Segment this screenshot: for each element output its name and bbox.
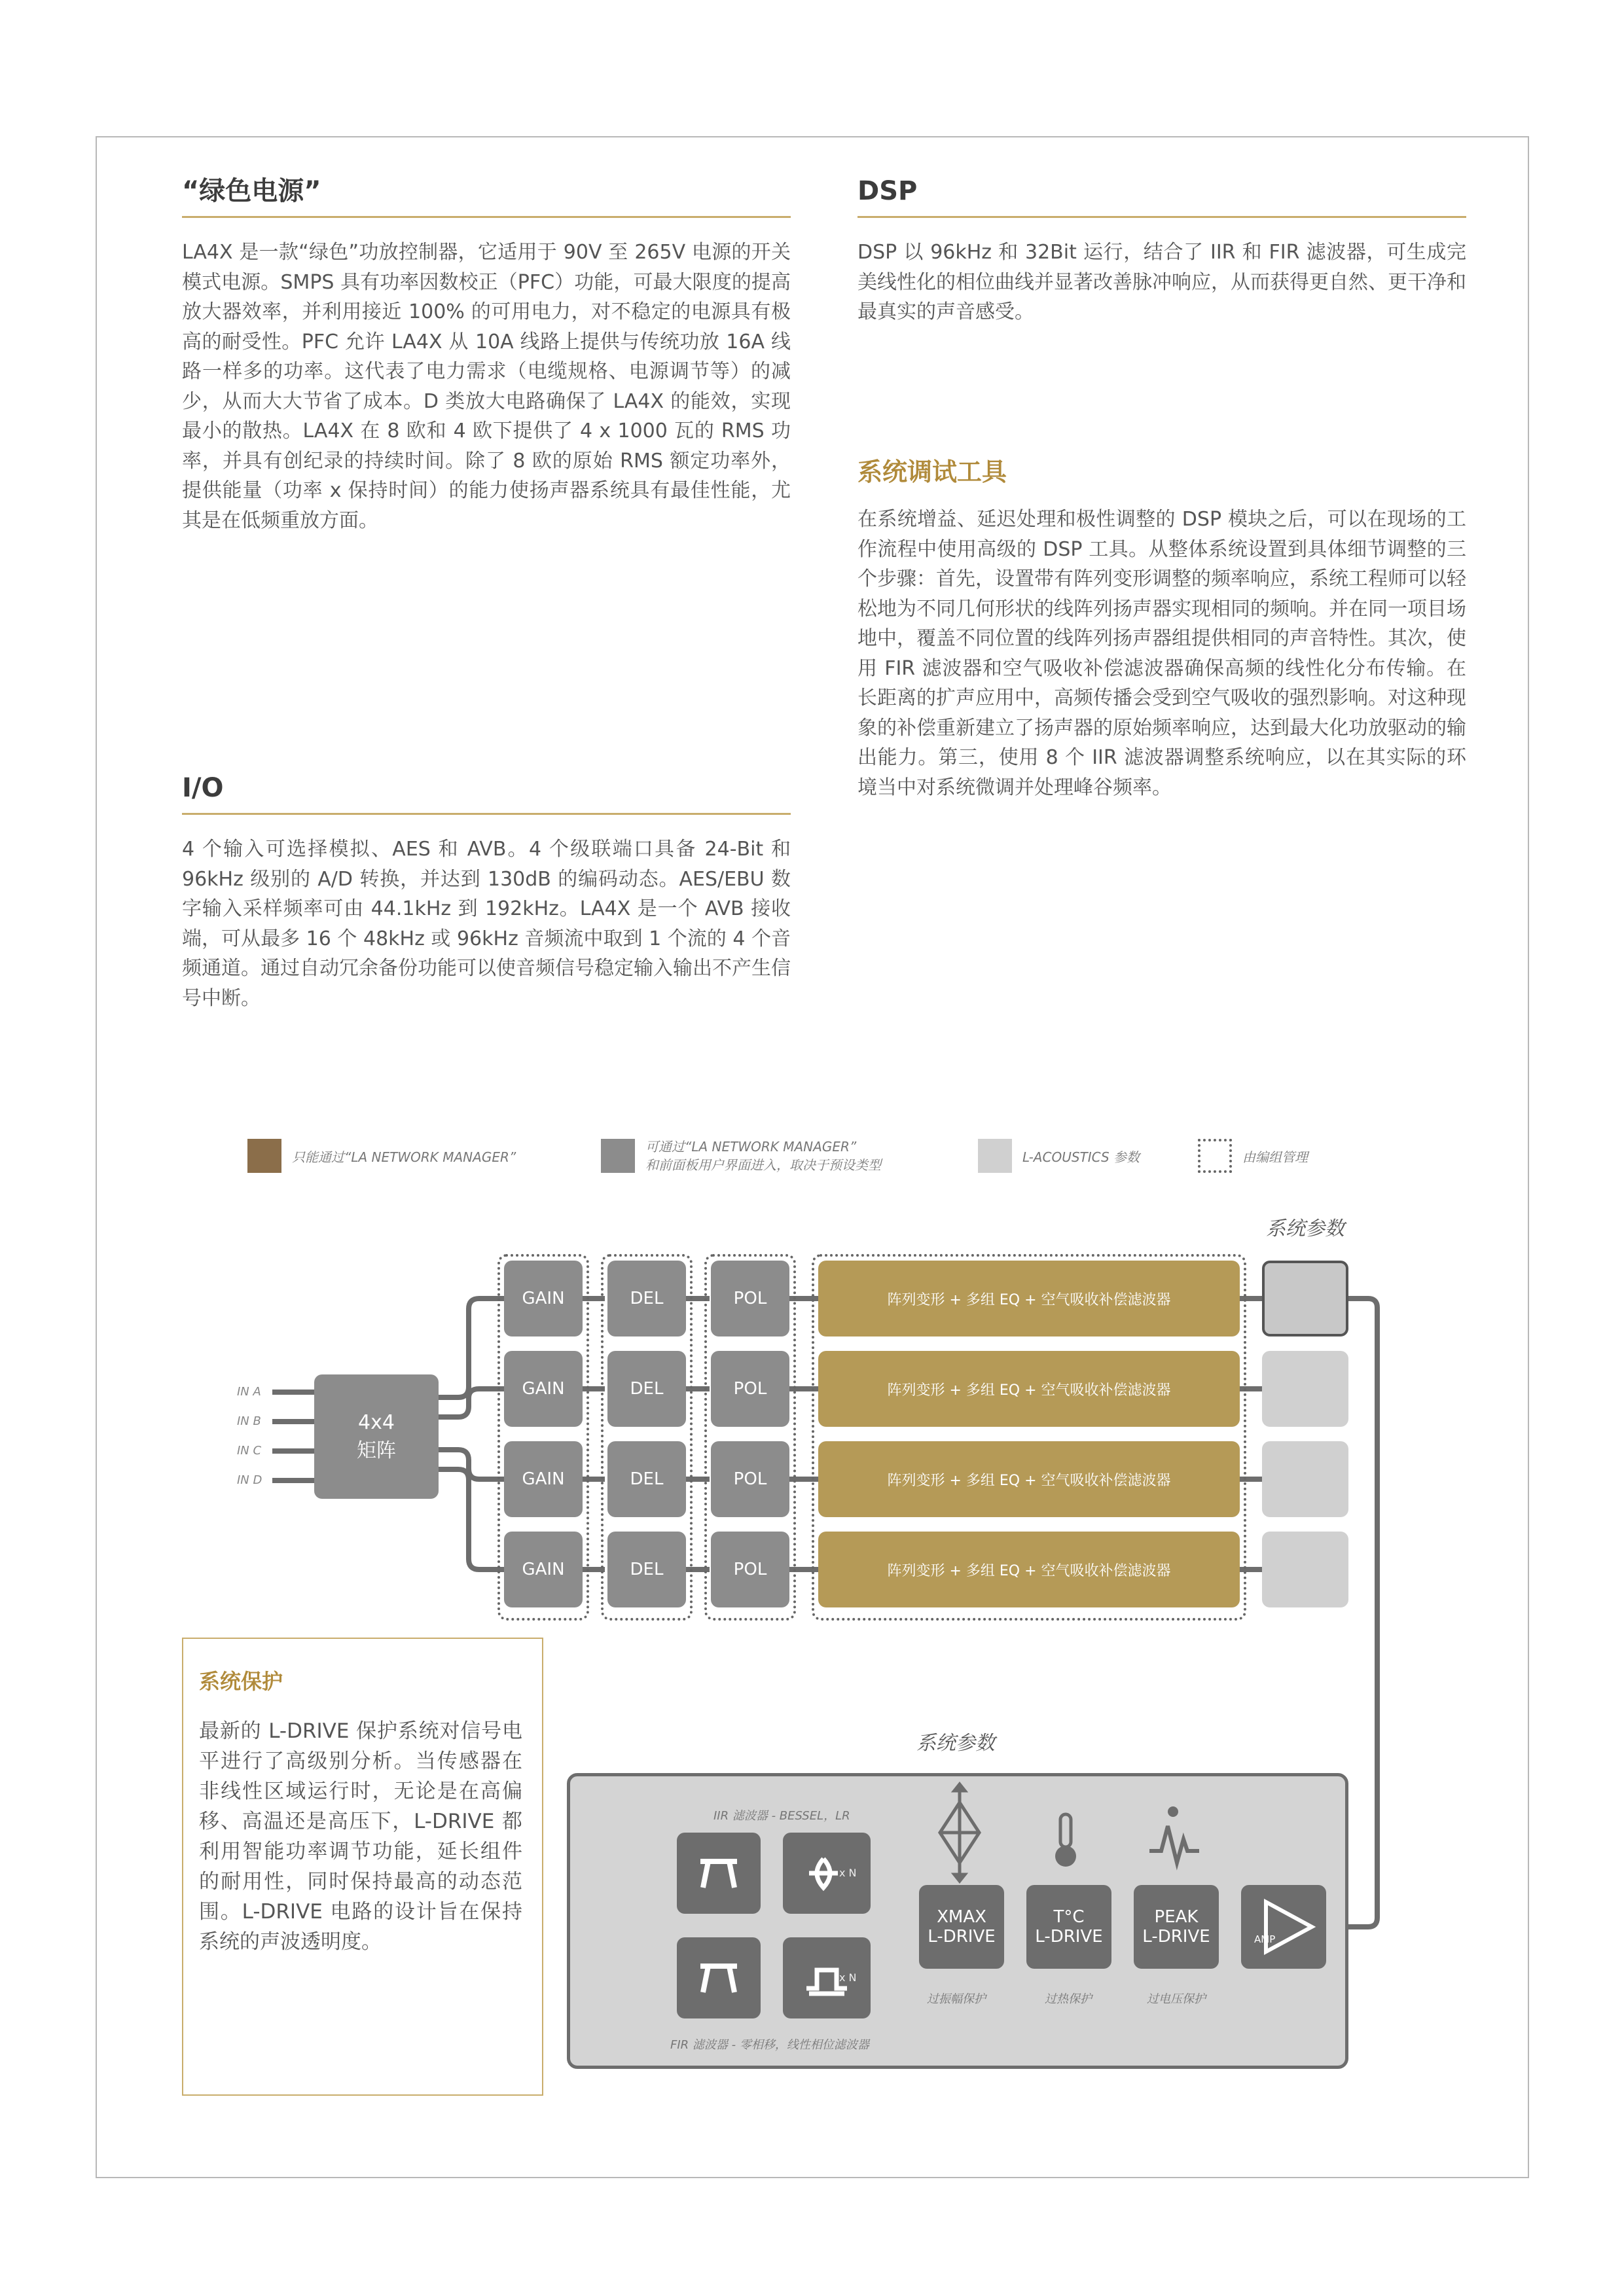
gain-block: GAIN [504, 1441, 583, 1517]
system-params-title-top: 系统参数 [1266, 1217, 1344, 1240]
temperature-ldrive-block [1026, 1885, 1111, 1969]
fir-multiplier: x N [839, 1971, 857, 1984]
peak-label-1: PEAK [1154, 1907, 1199, 1927]
xmax-label-1: XMAX [937, 1907, 986, 1927]
fir-caption: FIR 滤波器 - 零相移，线性相位滤波器 [670, 2038, 869, 2052]
legend-label-1: 只能通过“LA NETWORK MANAGER” [292, 1149, 516, 1165]
gain-block: GAIN [504, 1261, 583, 1336]
xmax-label-2: L-DRIVE [928, 1927, 996, 1946]
legend-label-3: L-ACOUSTICS 参数 [1022, 1149, 1140, 1165]
polarity-block: POL [711, 1441, 789, 1517]
amp-label: AMP [1254, 1933, 1276, 1945]
green-power-title: “绿色电源” [182, 176, 321, 206]
excursion-icon [940, 1784, 979, 1881]
eq-block: 阵列变形 + 多组 EQ + 空气吸收补偿滤波器 [818, 1351, 1240, 1427]
input-label-b: IN B [237, 1414, 261, 1428]
matrix-label-1: 4x4 [358, 1410, 395, 1434]
polarity-block: POL [711, 1261, 789, 1336]
input-label-c: IN C [237, 1444, 262, 1458]
input-label-a: IN A [237, 1385, 261, 1399]
peak-label-2: L-DRIVE [1142, 1927, 1210, 1946]
input-label-d: IN D [237, 1473, 262, 1487]
dsp-title: DSP [857, 176, 918, 206]
temp-label-1: T°C [1053, 1907, 1085, 1927]
gain-block: GAIN [504, 1351, 583, 1427]
delay-block: DEL [607, 1261, 686, 1336]
temp-label-2: L-DRIVE [1035, 1927, 1103, 1946]
eq-block: 阵列变形 + 多组 EQ + 空气吸收补偿滤波器 [818, 1441, 1240, 1517]
io-title: I/O [182, 773, 224, 803]
eq-block: 阵列变形 + 多组 EQ + 空气吸收补偿滤波器 [818, 1532, 1240, 1607]
protection-body: 最新的 L-DRIVE 保护系统对信号电平进行了高级别分析。当传感器在非线性区域运行时，无论是在高偏移、高温还是高压下，L-DRIVE 都利用智能功率调节功能，延长组件的耐用性，同时保持最高的动态范围。L-DRIVE 电路的设计旨在保持系统的声波透明度。 [199, 1719, 522, 1954]
amplifier-icon [1241, 1885, 1326, 1969]
tuning-body: 在系统增益、延迟处理和极性调整的 DSP 模块之后，可以在现场的工作流程中使用高级的 DSP 工具。从整体系统设置到具体细节调整的三个步骤：首先，设置带有阵列变形调整的频率响应，系统工程师可以轻松地为不同几何形状的线阵列扬声器实现相同的频响。并在同一项目场地中，覆盖不同位置的线阵列扬声器组提供相同的声音特性。其次，使用 FIR 滤波器和空气吸收补偿滤波器确保高频的线性化分布传输。在长距离的扩声应用中，高频传播会受到空气吸收的强烈影响。对这种现象的补偿重新建立了扬声器的原始频率响应，达到最大化功放驱动的输出能力。第三，使用 8 个 IIR 滤波器调整系统响应，以在其实际的环境当中对系统微调并处理峰谷频率。 [857, 508, 1466, 799]
gain-block: GAIN [504, 1532, 583, 1607]
eq-block: 阵列变形 + 多组 EQ + 空气吸收补偿滤波器 [818, 1261, 1240, 1336]
delay-block: DEL [607, 1441, 686, 1517]
peak-ldrive-block [1134, 1885, 1219, 1969]
thermometer-icon [1055, 1814, 1076, 1867]
protection-title: 系统保护 [199, 1669, 283, 1694]
voltage-peak-icon [1149, 1806, 1199, 1863]
dsp-body: DSP 以 96kHz 和 32Bit 运行，结合了 IIR 和 FIR 滤波器，可生成完美线性化的相位曲线并显著改善脉冲响应，从而获得更自然、更干净和最真实的声音感受。 [857, 241, 1466, 323]
matrix-label-2: 矩阵 [357, 1439, 396, 1462]
delay-block: DEL [607, 1351, 686, 1427]
peak-caption: 过电压保护 [1147, 1992, 1206, 2006]
amplifier-block [1241, 1885, 1326, 1969]
legend-label-4: 由编组管理 [1242, 1149, 1308, 1165]
xmax-ldrive-block [919, 1885, 1004, 1969]
io-body: 4 个输入可选择模拟、AES 和 AVB。4 个级联端口具备 24-Bit 和 96kHz 级别的 A/D 转换，并达到 130dB 的编码动态。AES/EBU 数字输入采样频率可由 44.1kHz 到 192kHz。LA4X 是一个 AVB 接收端，可从最多 16 个 48kHz 或 96kHz 音频流中取到 1 个流的 4 个音频通道。通过自动冗余备份功能可以使音频信号稳定输入输出不产生信号中断。 [182, 838, 791, 1010]
tuning-title: 系统调试工具 [857, 457, 1007, 486]
polarity-block: POL [711, 1532, 789, 1607]
temp-caption: 过热保护 [1045, 1992, 1092, 2006]
legend-label-2b: 和前面板用户界面进入，取决于预设类型 [645, 1157, 881, 1173]
polarity-block: POL [711, 1351, 789, 1427]
legend-label-2a: 可通过“LA NETWORK MANAGER” [645, 1139, 857, 1155]
delay-block: DEL [607, 1532, 686, 1607]
xmax-caption: 过振幅保护 [927, 1992, 986, 2006]
system-params-title-bottom: 系统参数 [916, 1732, 995, 1755]
iir-multiplier: x N [839, 1867, 857, 1879]
green-power-body: LA4X 是一款“绿色”功放控制器，它适用于 90V 至 265V 电源的开关模式电源。SMPS 具有功率因数校正（PFC）功能，可最大限度的提高放大器效率，并利用接近 100% 的可用电力，对不稳定的电源具有极高的耐受性。PFC 允许 LA4X 从 10A 线路上提供与传统功放 16A 线路一样多的功率。这代表了电力需求（电缆规格、电源调节等）的减少，从而大大节省了成本。D 类放大电路确保了 LA4X 的能效，实现最小的散热。LA4X 在 8 欧和 4 欧下提供了 4 x 1000 瓦的 RMS 功率，并具有创纪录的持续时间。除了 8 欧的原始 RMS 额定功率外，提供能量（功率 x 保持时间）的能力使扬声器系统具有最佳性能，尤其是在低频重放方面。 [182, 241, 791, 532]
iir-caption: IIR 滤波器 - BESSEL，LR [713, 1809, 850, 1823]
